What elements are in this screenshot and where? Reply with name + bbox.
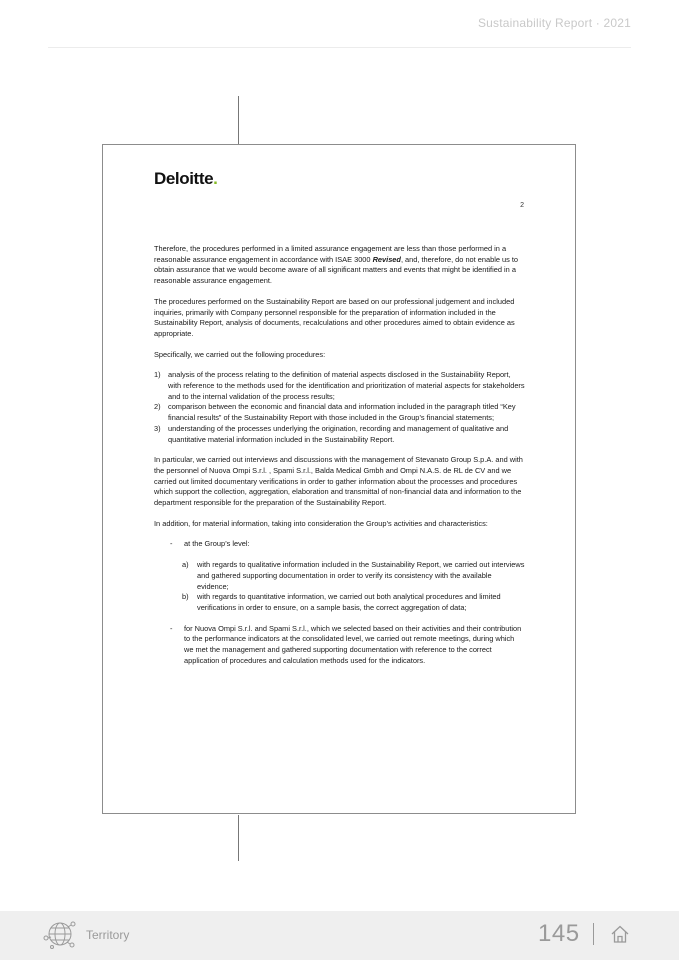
connector-line-top	[238, 96, 239, 145]
sub-marker: b)	[182, 592, 189, 602]
sub-marker: a)	[182, 560, 189, 570]
procedure-marker: 3)	[154, 423, 161, 433]
procedure-item	[154, 370, 525, 402]
procedure-text: understanding of the processes underlying the origination, recording and management of qualitative and quantitative material information included in the Sustainability Report.	[168, 423, 509, 444]
procedure-text: analysis of the process relating to the definition of material aspects disclosed in the Sustainability Report, with reference to the methods used for the identification and prioritization of material aspects for stakeholders and to the internal validation of the process results;	[168, 370, 525, 401]
paragraph-specifically: Specifically, we carried out the following procedures:	[154, 349, 326, 359]
footer-separator	[593, 923, 594, 945]
document-body	[154, 244, 525, 667]
emphasis-revised: Revised	[372, 254, 401, 264]
procedure-item	[154, 424, 525, 445]
dash-text: at the Group’s level:	[184, 539, 250, 549]
dash-item-group-level	[170, 539, 525, 550]
globe-network-icon	[42, 918, 78, 955]
deloitte-logo	[154, 169, 217, 189]
procedure-marker: 1)	[154, 370, 161, 380]
dash-marker: -	[170, 623, 173, 633]
procedure-marker: 2)	[154, 402, 161, 412]
dash-item-subsidiaries	[170, 624, 525, 667]
paragraph-interviews: In particular, we carried out interviews and discussions with the management of Stevanato Group S.p.A. and with the personnel of Nuova Ompi S.r.l. , Spami S.r.l., Balda Medical Gmbh and Ompi N.A.S. de RL de CV and we carried out limited documentary verifications in order to gather information about the processes and procedures which support the collection, aggregation, elaboration and transmittal of non-financial data and information to the department responsible for the preparation of the Sustainability Report.	[154, 455, 523, 508]
home-icon[interactable]	[610, 924, 630, 949]
document-page-number: 2	[520, 202, 524, 209]
dash-text: for Nuova Ompi S.r.l. and Spami S.r.l., which we selected based on their activities and their contribution to the performance indicators at the consolidated level, we carried out remote meetings, during which we met the management and gathered supporting documentation with reference to the correct application of procedures and calculation methods used for the indicators.	[184, 623, 522, 665]
paragraph-material-information: In addition, for material information, taking into consideration the Group’s activities and characteristics:	[154, 518, 488, 528]
logo-dot: .	[213, 169, 218, 188]
sub-item-qualitative	[182, 560, 525, 592]
sub-text: with regards to quantitative information, we carried out both analytical procedures and limited verifications in order to ensure, on a sample basis, the correct aggregation of data;	[197, 592, 501, 612]
connector-line-bottom	[238, 815, 239, 861]
footer-bar	[0, 911, 679, 960]
paragraph-limited-assurance: Therefore, the procedures performed in a limited assurance engagement are less than those performed in a reasonable assurance engagement in accordance with ISAE 3000 Revised, and, therefore, do not enable us to obtain assurance that we would become aware of all significant matters and events that might be identified in a reasonable assurance engagement.	[154, 244, 519, 286]
header-divider	[48, 47, 631, 48]
dash-marker: -	[170, 539, 173, 549]
header-title: Sustainability Report · 2021	[477, 16, 631, 30]
sub-text: with regards to qualitative information included in the Sustainability Report, we carried out interviews and gathered supporting documentation in order to verify its consistency with the available evidence;	[197, 560, 525, 591]
logo-text: Deloitte	[154, 169, 214, 188]
paragraph-procedures-basis: The procedures performed on the Sustainability Report are based on our professional judgement and included inquiries, primarily with Company personnel responsible for the preparation of information included in the Sustainability Report, analysis of documents, recalculations and other procedures aimed to obtain evidence as appropriate.	[154, 296, 515, 338]
sub-item-quantitative	[182, 592, 525, 613]
procedure-item	[154, 402, 525, 423]
procedure-text: comparison between the economic and financial data and information included in the paragraph titled “Key financial results” of the Sustainability Report with those included in the Group’s financial statements;	[168, 402, 516, 423]
embedded-document-page	[102, 144, 576, 814]
footer-page-number: 145	[538, 920, 580, 947]
footer-section-label[interactable]: Territory	[86, 928, 130, 942]
